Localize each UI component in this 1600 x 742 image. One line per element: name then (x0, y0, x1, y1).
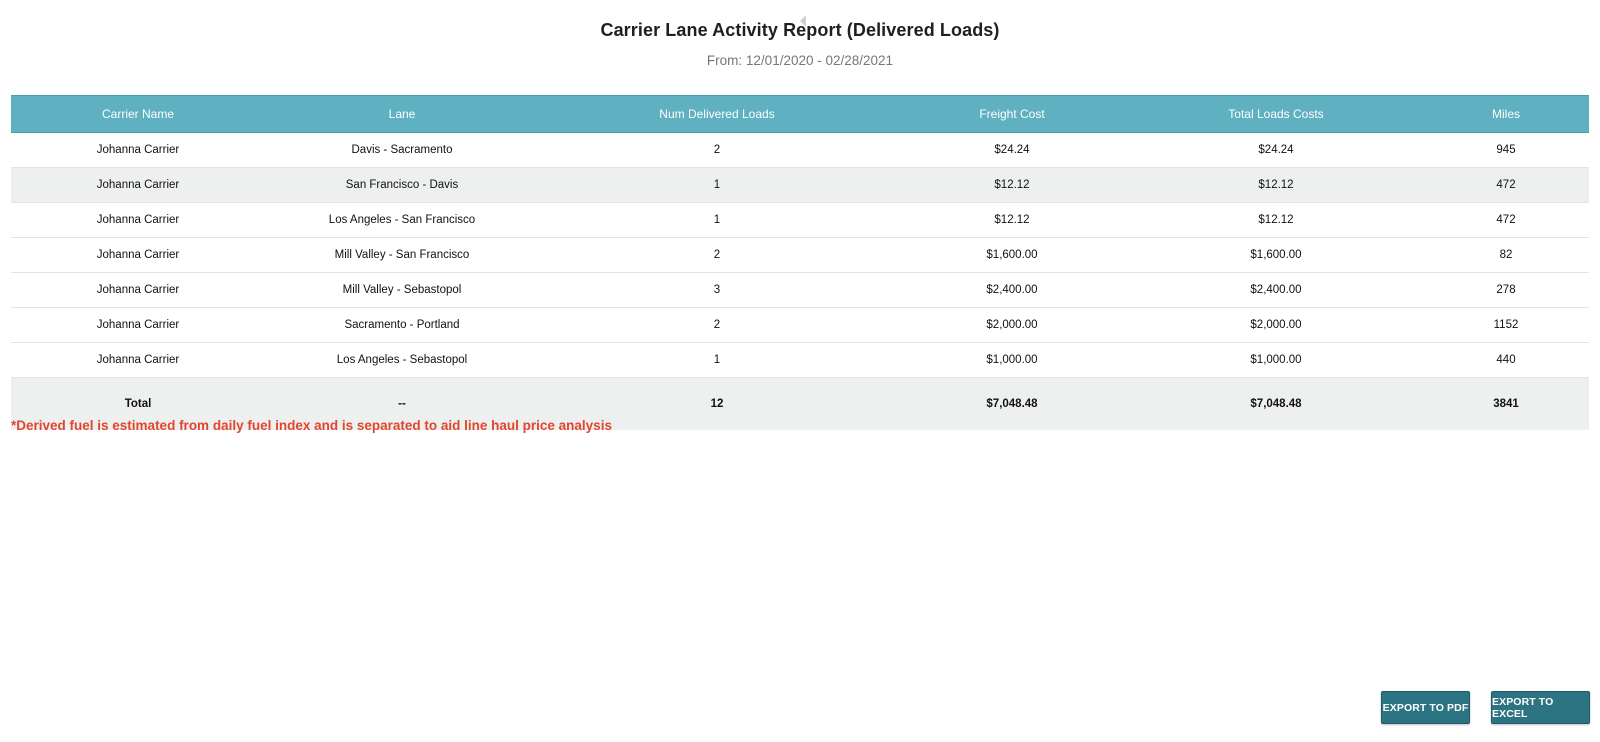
column-header-num-delivered-loads[interactable]: Num Delivered Loads (539, 96, 895, 133)
cell-miles: 440 (1423, 343, 1589, 378)
total-lane: -- (265, 378, 539, 431)
cell-num-delivered-loads: 3 (539, 273, 895, 308)
cell-freight-cost: $1,600.00 (895, 238, 1129, 273)
cell-freight-cost: $2,400.00 (895, 273, 1129, 308)
cell-freight-cost: $2,000.00 (895, 308, 1129, 343)
cell-lane: Mill Valley - San Francisco (265, 238, 539, 273)
cell-miles: 472 (1423, 203, 1589, 238)
cell-carrier-name: Johanna Carrier (11, 238, 265, 273)
column-header-total-loads-costs[interactable]: Total Loads Costs (1129, 96, 1423, 133)
cell-lane: Mill Valley - Sebastopol (265, 273, 539, 308)
cell-miles: 472 (1423, 168, 1589, 203)
cell-num-delivered-loads: 2 (539, 238, 895, 273)
cell-total-loads-costs: $12.12 (1129, 168, 1423, 203)
cell-num-delivered-loads: 2 (539, 308, 895, 343)
table-row (11, 343, 1589, 378)
cell-miles: 278 (1423, 273, 1589, 308)
cell-num-delivered-loads: 1 (539, 168, 895, 203)
total-loads-costs: $7,048.48 (1129, 378, 1423, 431)
table-row (11, 203, 1589, 238)
table-row (11, 238, 1589, 273)
cell-num-delivered-loads: 1 (539, 343, 895, 378)
cell-freight-cost: $24.24 (895, 133, 1129, 168)
table-row (11, 133, 1589, 168)
cell-miles: 945 (1423, 133, 1589, 168)
fuel-footnote: *Derived fuel is estimated from daily fuel index and is separated to aid line haul price analysis (11, 418, 612, 433)
cell-lane: Los Angeles - San Francisco (265, 203, 539, 238)
cell-total-loads-costs: $1,600.00 (1129, 238, 1423, 273)
column-header-carrier-name[interactable]: Carrier Name (11, 96, 265, 133)
cell-num-delivered-loads: 2 (539, 133, 895, 168)
cell-carrier-name: Johanna Carrier (11, 203, 265, 238)
cell-total-loads-costs: $1,000.00 (1129, 343, 1423, 378)
total-num-delivered-loads: 12 (539, 378, 895, 431)
cell-freight-cost: $12.12 (895, 203, 1129, 238)
cell-total-loads-costs: $12.12 (1129, 203, 1423, 238)
cell-total-loads-costs: $2,000.00 (1129, 308, 1423, 343)
cell-total-loads-costs: $24.24 (1129, 133, 1423, 168)
table-row (11, 273, 1589, 308)
cell-freight-cost: $12.12 (895, 168, 1129, 203)
cell-miles: 1152 (1423, 308, 1589, 343)
total-miles: 3841 (1423, 378, 1589, 431)
cell-carrier-name: Johanna Carrier (11, 133, 265, 168)
column-header-lane[interactable]: Lane (265, 96, 539, 133)
cell-carrier-name: Johanna Carrier (11, 308, 265, 343)
carrier-lane-table (11, 95, 1589, 430)
table-row (11, 308, 1589, 343)
column-header-freight-cost[interactable]: Freight Cost (895, 96, 1129, 133)
cell-lane: Davis - Sacramento (265, 133, 539, 168)
report-date-range: From: 12/01/2020 - 02/28/2021 (706, 53, 894, 68)
column-header-miles[interactable]: Miles (1423, 96, 1589, 133)
cell-carrier-name: Johanna Carrier (11, 273, 265, 308)
report-title: Carrier Lane Activity Report (Delivered Loads) (600, 20, 1000, 40)
export-pdf-button[interactable]: EXPORT TO PDF (1381, 691, 1470, 724)
cell-carrier-name: Johanna Carrier (11, 343, 265, 378)
cell-lane: Los Angeles - Sebastopol (265, 343, 539, 378)
total-freight-cost: $7,048.48 (895, 378, 1129, 431)
cell-lane: San Francisco - Davis (265, 168, 539, 203)
cell-total-loads-costs: $2,400.00 (1129, 273, 1423, 308)
table-row (11, 168, 1589, 203)
cell-num-delivered-loads: 1 (539, 203, 895, 238)
cell-freight-cost: $1,000.00 (895, 343, 1129, 378)
total-label: Total (11, 378, 265, 431)
export-excel-button[interactable]: EXPORT TO EXCEL (1491, 691, 1590, 724)
table-header-row (11, 96, 1589, 133)
cell-miles: 82 (1423, 238, 1589, 273)
cell-lane: Sacramento - Portland (265, 308, 539, 343)
cell-carrier-name: Johanna Carrier (11, 168, 265, 203)
